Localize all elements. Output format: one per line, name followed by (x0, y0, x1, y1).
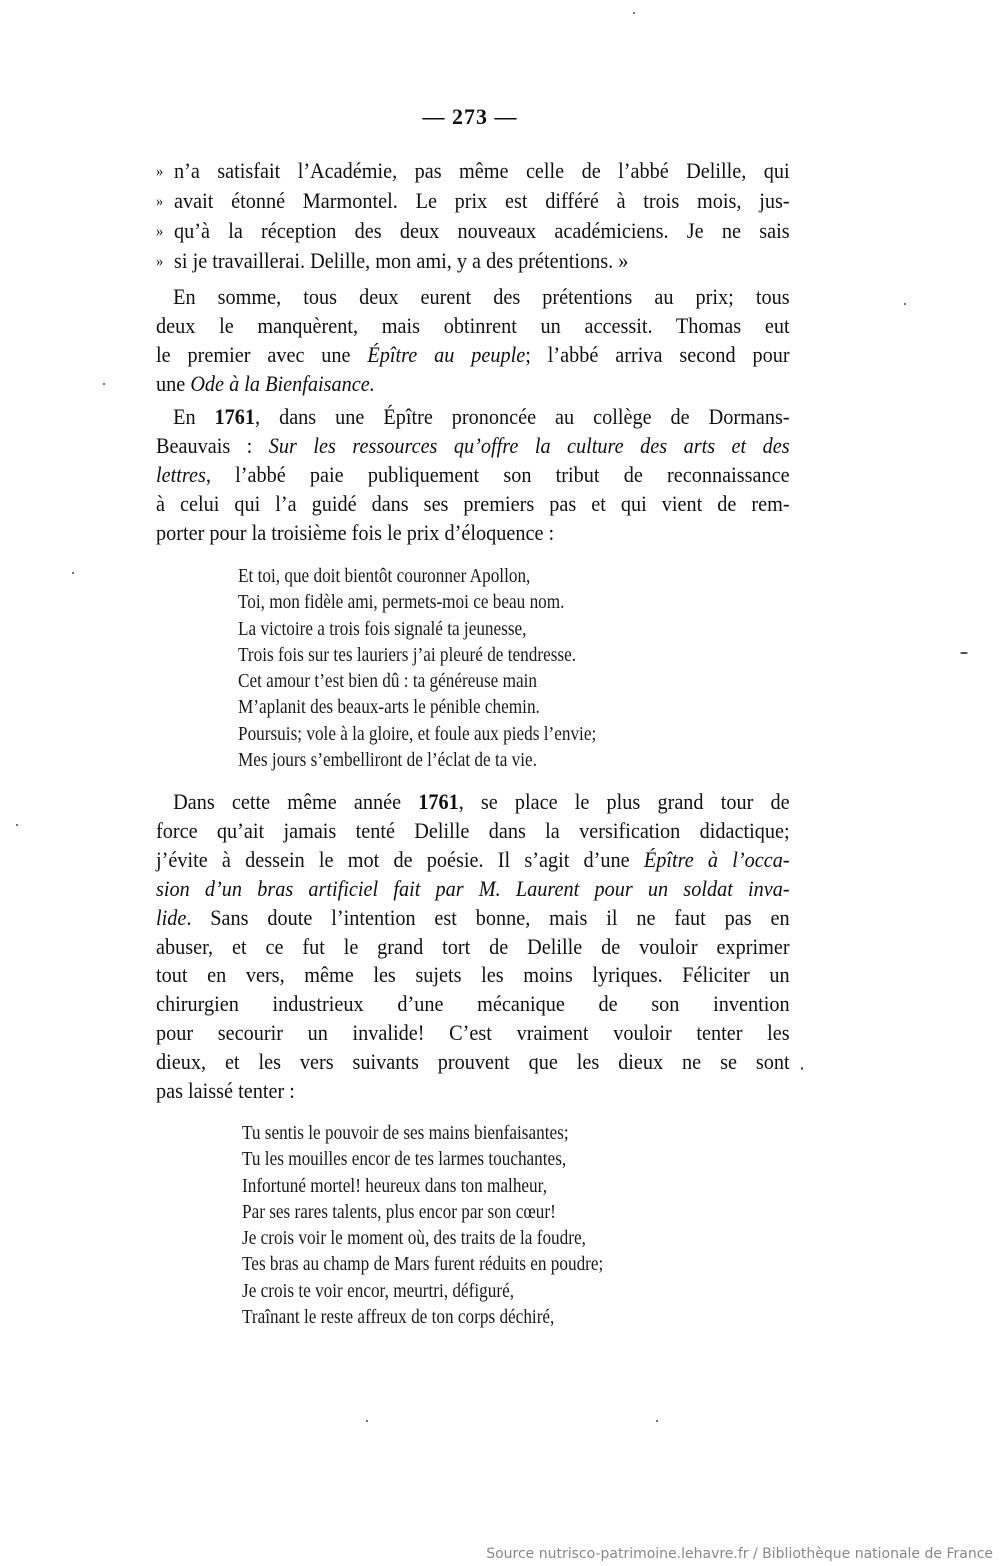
verse-line: Mes jours s’embelliront de l’éclat de ta vie. (238, 749, 537, 772)
guillemet: » (156, 163, 164, 180)
quote-block (156, 157, 790, 277)
text-line: Dans cette même année 1761, se place le plus grand tour de (173, 789, 790, 814)
quote-line: » si je travaillerai. Delille, mon ami, y a des prétentions. » (156, 247, 790, 277)
scan-speck (656, 1420, 658, 1422)
work-title: sion d’un bras artificiel fait par M. Laurent pour un soldat inva- (156, 875, 790, 901)
text-line: chirurgien industrieux d’une mécanique de son invention (156, 991, 790, 1017)
verse-line: Poursuis; vole à la gloire, et foule aux pieds l’envie; (238, 722, 597, 745)
year: 1761 (214, 404, 256, 429)
verse-line: Par ses rares talents, plus encor par son cœur! (242, 1200, 556, 1223)
page-number: — 273 — (422, 104, 518, 129)
work-title: Sur les ressources qu’offre la culture des arts et des (268, 432, 790, 458)
verse-line: Cet amour t’est bien dû : ta généreuse main (238, 670, 537, 693)
work-title: Épître à l’occa- (643, 846, 790, 872)
work-title: lide (156, 904, 187, 930)
text-line: abuser, et ce fut le grand tort de Delille de vouloir exprimer (156, 933, 790, 959)
scan-speck (960, 652, 968, 654)
paragraph-3 (156, 788, 790, 1106)
text-line: à celui qui l’a guidé dans ses premiers pas et qui vient de rem- (156, 490, 790, 516)
scan-speck (904, 303, 906, 305)
text-line: j’évite à dessein le mot de poésie. Il s’agit d’une Épître à l’occa- (156, 846, 790, 872)
guillemet: » (156, 222, 164, 240)
scan-speck (801, 1067, 803, 1070)
verse-line: Trois fois sur tes lauriers j’ai pleuré de tendresse. (238, 643, 577, 666)
text-line (156, 875, 790, 904)
text-line: porter pour la troisième fois le prix d’éloquence : (156, 519, 555, 545)
work-title: Ode à la Bienfaisance. (190, 370, 375, 396)
verse-line: Tu sentis le pouvoir de ses mains bienfaisantes; (242, 1122, 569, 1144)
text-line: deux le manquèrent, mais obtinrent un accessit. Thomas eut (156, 312, 790, 338)
text-line: dieux, et les vers suivants prouvent que les dieux ne se sont (156, 1049, 790, 1075)
verse-line: Infortuné mortel! heureux dans ton malheur, (242, 1174, 547, 1197)
text-line: Beauvais : Sur les ressources qu’offre la culture des arts et des (156, 432, 790, 458)
year: 1761 (418, 789, 459, 814)
scan-speck (366, 1420, 368, 1422)
text-line: le premier avec une Épître au peuple; l’abbé arriva second pour (156, 341, 790, 367)
text-line: lettres, l’abbé paie publiquement son tribut de reconnaissance (156, 461, 790, 487)
quote-line: » qu’à la réception des deux nouveaux académiciens. Je ne sais (156, 217, 790, 247)
text-line: pour secourir un invalide! C’est vraiment vouloir tenter les (156, 1020, 790, 1046)
paragraph-2 (156, 403, 790, 548)
verse-line: Toi, mon fidèle ami, permets-moi ce beau nom. (238, 591, 565, 614)
verse-block-1 (238, 563, 596, 773)
verse-block-2 (242, 1120, 603, 1330)
text-line: En somme, tous deux eurent des prétentions au prix; tous (173, 284, 790, 309)
work-title: Épître au peuple (367, 341, 526, 367)
text-line: une Ode à la Bienfaisance. (156, 370, 375, 396)
verse-line: M’aplanit des beaux-arts le pénible chemin. (238, 696, 540, 719)
quote-line: » avait étonné Marmontel. Le prix est différé à trois mois, jus- (156, 187, 790, 217)
text-line: force qu’ait jamais tenté Delille dans la versification didactique; (156, 817, 790, 843)
guillemet: » (156, 192, 164, 210)
text-line: pas laissé tenter : (156, 1078, 295, 1104)
source-attribution: Source nutrisco-patrimoine.lehavre.fr / Bibliothèque nationale de France (486, 1546, 993, 1562)
text-line: En 1761, dans une Épître prononcée au collège de Dormans- (173, 404, 790, 429)
scan-speck (103, 383, 105, 385)
verse-line: Je crois voir le moment où, des traits de la foudre, (242, 1227, 586, 1250)
scan-speck (16, 824, 18, 826)
guillemet: » (156, 252, 164, 270)
paragraph-1 (156, 283, 790, 399)
verse-line: La victoire a trois fois signalé ta jeunesse, (238, 617, 527, 640)
verse-line: Traînant le reste affreux de ton corps déchiré, (242, 1306, 555, 1329)
scan-speck (72, 572, 74, 574)
verse-line: Tes bras au champ de Mars furent réduits en poudre; (242, 1253, 604, 1276)
text-line: tout en vers, même les sujets les moins lyriques. Féliciter un (156, 962, 790, 988)
scan-speck (633, 12, 635, 14)
text-line: lide. Sans doute l’intention est bonne, mais il ne faut pas en (156, 904, 790, 930)
verse-line: Je crois te voir encor, meurtri, défiguré, (242, 1279, 515, 1302)
verse-line: Et toi, que doit bientôt couronner Apollon, (238, 565, 531, 587)
work-title: lettres (156, 461, 206, 487)
verse-line: Tu les mouilles encor de tes larmes touchantes, (242, 1148, 567, 1171)
quote-line: » n’a satisfait l’Académie, pas même celle de l’abbé Delille, qui (156, 157, 790, 187)
